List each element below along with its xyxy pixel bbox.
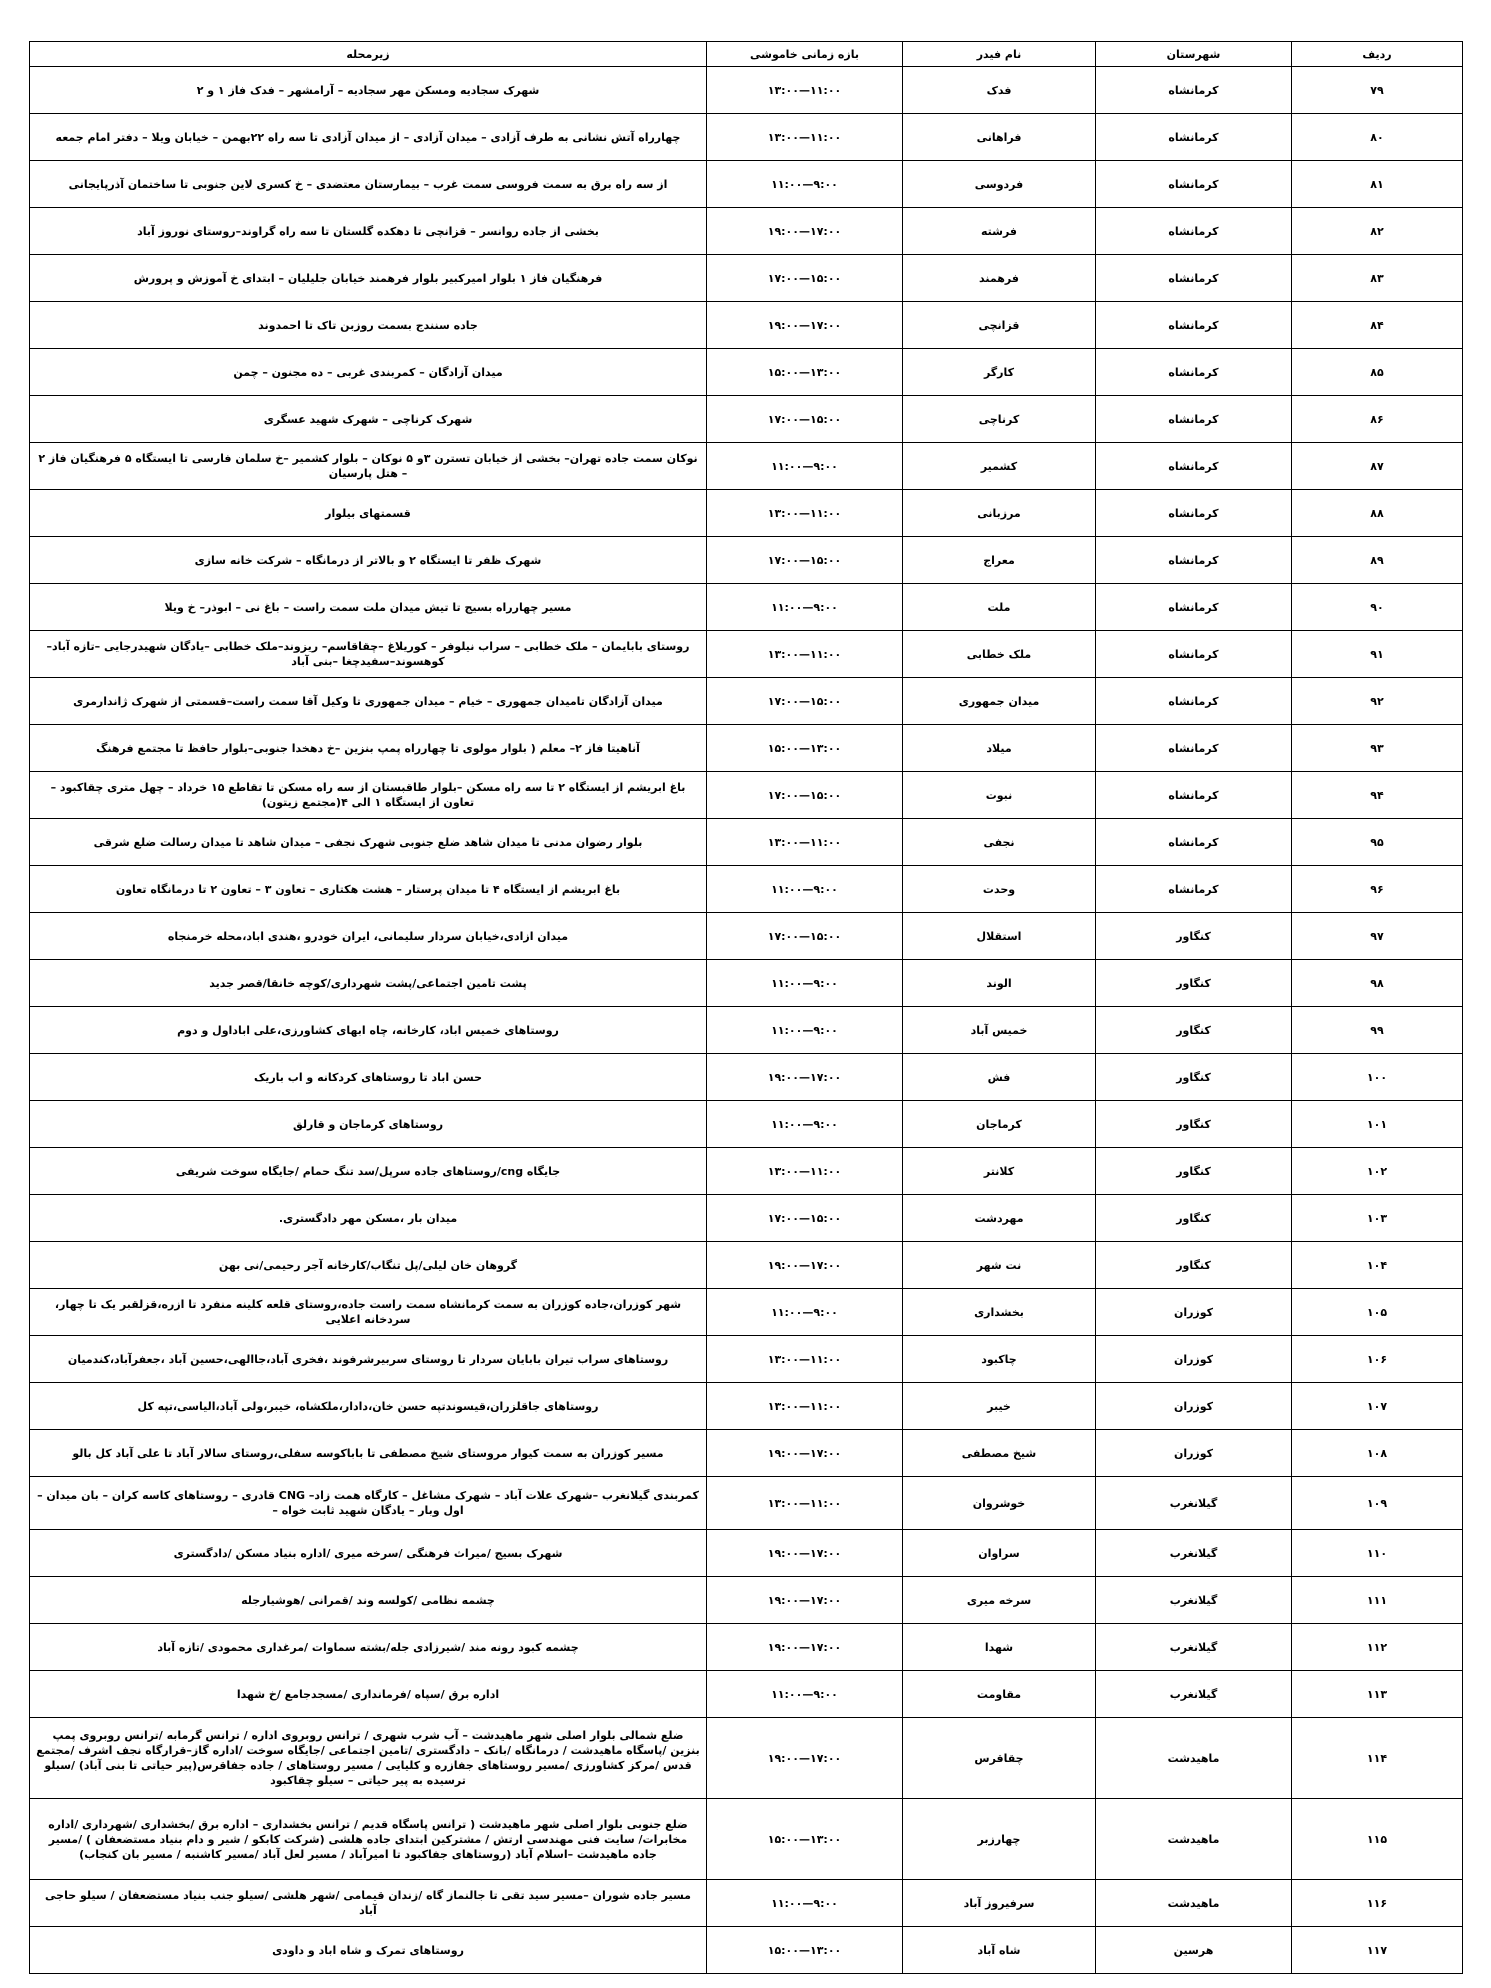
time-window-cell: ۹:۰۰—۱۱:۰۰	[707, 1101, 903, 1148]
area-cell: شهر کوزران،جاده کوزران به سمت کرمانشاه سمت راست جاده،روستای قلعه کلینه منفرد تا ازره،قزلقبر یک تا چهار، سردخانه اعلایی	[30, 1289, 707, 1336]
row-number-cell: ۸۱	[1292, 161, 1463, 208]
row-number-cell: ۸۶	[1292, 396, 1463, 443]
time-window-cell: ۱۷:۰۰—۱۹:۰۰	[707, 1530, 903, 1577]
city-cell: گیلانغرب	[1096, 1577, 1292, 1624]
city-cell: کرمانشاه	[1096, 631, 1292, 678]
feeder-name-cell: فرشته	[903, 208, 1096, 255]
area-cell: فرهنگیان فاز ۱ بلوار امیرکبیر بلوار فرهمند خیابان جلیلیان – ابتدای خ آموزش و پرورش	[30, 255, 707, 302]
city-cell: کنگاور	[1096, 913, 1292, 960]
table-row	[30, 349, 1463, 396]
row-number-cell: ۸۴	[1292, 302, 1463, 349]
feeder-name-cell: معراج	[903, 537, 1096, 584]
time-window-cell: ۹:۰۰—۱۱:۰۰	[707, 161, 903, 208]
row-number-cell: ۱۰۶	[1292, 1336, 1463, 1383]
area-cell: روستاهای جاقلزران،قیسوندتپه حسن خان،دادار،ملکشاه، خیبر،ولی آباد،الیاسی،تپه کل	[30, 1383, 707, 1430]
city-cell: کرمانشاه	[1096, 584, 1292, 631]
row-number-cell: ۱۰۳	[1292, 1195, 1463, 1242]
area-cell: پشت تامین اجتماعی/پشت شهرداری/کوچه خانقا/قصر جدید	[30, 960, 707, 1007]
feeder-name-cell: کشمیر	[903, 443, 1096, 490]
header-city: شهرستان	[1096, 42, 1292, 67]
time-window-cell: ۱۱:۰۰—۱۳:۰۰	[707, 114, 903, 161]
area-cell: روستای بابایمان – ملک خطابی – سراب نیلوفر – کوریلاغ –چقاقاسم– ریزوند–ملک خطابی –یادگان شهیدرجایی –تازه آباد– کوهسوند–سفیدچغا –بنی آباد	[30, 631, 707, 678]
table-row	[30, 114, 1463, 161]
row-number-cell: ۱۱۳	[1292, 1671, 1463, 1718]
city-cell: کرمانشاه	[1096, 114, 1292, 161]
area-cell: شهرک بسیج /میراث فرهنگی /سرخه میری /اداره بنیاد مسکن /دادگستری	[30, 1530, 707, 1577]
city-cell: گیلانغرب	[1096, 1624, 1292, 1671]
feeder-name-cell: کلانتر	[903, 1148, 1096, 1195]
table-row	[30, 1530, 1463, 1577]
feeder-name-cell: چاکبود	[903, 1336, 1096, 1383]
row-number-cell: ۱۰۸	[1292, 1430, 1463, 1477]
feeder-name-cell: خمیس آباد	[903, 1007, 1096, 1054]
table-row	[30, 490, 1463, 537]
city-cell: کنگاور	[1096, 1101, 1292, 1148]
area-cell: جایگاه cng/روستاهای جاده سرپل/سد تنگ حمام /جایگاه سوخت شریفی	[30, 1148, 707, 1195]
area-cell: ضلع جنوبی بلوار اصلی شهر ماهیدشت ( ترانس پاسگاه قدیم / ترانس بخشداری – اداره برق /بخشداری /شهرداری /اداره مخابرات/ سایت فنی مهندسی ارتش / مشترکین ابتدای جاده هلشی (شرکت کابکو / شیر و دام بنیاد مستضعفان ) /مسیر جاده ماهیدشت –اسلام آباد (روستاهای جفاکبود تا امیرآباد / مسیر لعل آباد /مسیر کاشنبه / مسیر بان کنجاب)	[30, 1799, 707, 1880]
city-cell: کوزران	[1096, 1430, 1292, 1477]
row-number-cell: ۸۰	[1292, 114, 1463, 161]
city-cell: کرمانشاه	[1096, 443, 1292, 490]
time-window-cell: ۹:۰۰—۱۱:۰۰	[707, 1289, 903, 1336]
feeder-name-cell: میلاد	[903, 725, 1096, 772]
time-window-cell: ۱۵:۰۰—۱۷:۰۰	[707, 255, 903, 302]
row-number-cell: ۱۱۴	[1292, 1718, 1463, 1799]
row-number-cell: ۹۷	[1292, 913, 1463, 960]
feeder-name-cell: خیبر	[903, 1383, 1096, 1430]
table-row	[30, 67, 1463, 114]
table-row	[30, 1430, 1463, 1477]
area-cell: مسیر کوزران به سمت کیوار مروستای شیخ مصطفی تا باباکوسه سفلی،روستای سالار آباد تا علی آباد کل بالو	[30, 1430, 707, 1477]
city-cell: ماهیدشت	[1096, 1880, 1292, 1927]
row-number-cell: ۸۷	[1292, 443, 1463, 490]
area-cell: کمربندی گیلانغرب –شهرک علات آباد – شهرک مشاغل – کارگاه همت زاد– CNG قادری – روستاهای کاسه کران – بان میدان – اول وبار – یادگان شهید ثابت خواه –	[30, 1477, 707, 1530]
feeder-name-cell: خوشروان	[903, 1477, 1096, 1530]
city-cell: هرسین	[1096, 1927, 1292, 1974]
city-cell: کنگاور	[1096, 1007, 1292, 1054]
feeder-name-cell: نجفی	[903, 819, 1096, 866]
time-window-cell: ۹:۰۰—۱۱:۰۰	[707, 866, 903, 913]
time-window-cell: ۱۱:۰۰—۱۳:۰۰	[707, 490, 903, 537]
feeder-name-cell: الوند	[903, 960, 1096, 1007]
city-cell: کرمانشاه	[1096, 161, 1292, 208]
feeder-name-cell: میدان جمهوری	[903, 678, 1096, 725]
row-number-cell: ۹۴	[1292, 772, 1463, 819]
table-row	[30, 537, 1463, 584]
time-window-cell: ۱۷:۰۰—۱۹:۰۰	[707, 1624, 903, 1671]
time-window-cell: ۹:۰۰—۱۱:۰۰	[707, 1007, 903, 1054]
row-number-cell: ۱۰۲	[1292, 1148, 1463, 1195]
area-cell: آناهیتا فاز ۲– معلم ( بلوار مولوی تا چهارراه پمپ بنزین –خ دهخدا جنوبی–بلوار حافظ تا مجتمع فرهنگ	[30, 725, 707, 772]
area-cell: میدان بار ،مسکن مهر دادگستری.	[30, 1195, 707, 1242]
table-row	[30, 255, 1463, 302]
time-window-cell: ۱۵:۰۰—۱۷:۰۰	[707, 913, 903, 960]
area-cell: میدان ازادی،خیابان سردار سلیمانی، ایران خودرو ،هندی اباد،محله خرمنجاه	[30, 913, 707, 960]
time-window-cell: ۱۳:۰۰—۱۵:۰۰	[707, 349, 903, 396]
table-row	[30, 1007, 1463, 1054]
time-window-cell: ۹:۰۰—۱۱:۰۰	[707, 584, 903, 631]
time-window-cell: ۱۷:۰۰—۱۹:۰۰	[707, 1718, 903, 1799]
city-cell: کنگاور	[1096, 1195, 1292, 1242]
city-cell: گیلانغرب	[1096, 1530, 1292, 1577]
row-number-cell: ۱۱۲	[1292, 1624, 1463, 1671]
row-number-cell: ۱۰۰	[1292, 1054, 1463, 1101]
feeder-name-cell: فش	[903, 1054, 1096, 1101]
area-cell: شهرک کرناچی – شهرک شهید عسگری	[30, 396, 707, 443]
feeder-name-cell: استقلال	[903, 913, 1096, 960]
time-window-cell: ۱۷:۰۰—۱۹:۰۰	[707, 1430, 903, 1477]
table-row	[30, 1148, 1463, 1195]
area-cell: باغ ابریشم از ایستگاه ۲ تا سه راه مسکن –بلوار طاقبستان از سه راه مسکن تا تقاطع ۱۵ خرداد – چهل متری چقاکبود –تعاون از ایستگاه ۱ الی ۴(مجتمع زیتون)	[30, 772, 707, 819]
table-row	[30, 1383, 1463, 1430]
city-cell: کرمانشاه	[1096, 537, 1292, 584]
table-row	[30, 208, 1463, 255]
table-row	[30, 396, 1463, 443]
area-cell: شهرک سجادیه ومسکن مهر سجادیه – آرامشهر – فدک فاز ۱ و ۲	[30, 67, 707, 114]
feeder-name-cell: ملک خطابی	[903, 631, 1096, 678]
city-cell: کرمانشاه	[1096, 255, 1292, 302]
area-cell: ضلع شمالی بلوار اصلی شهر ماهیدشت – آب شرب شهری / ترانس روبروی اداره / ترانس گرمابه /ترانس روبروی پمپ بنزین /پاسگاه ماهیدشت / درمانگاه /بانک – دادگستری /تامین اجتماعی /جایگاه سوخت /اداره گاز–قرارگاه نجف اشرف /مجتمع قدس /مرکز کشاورزی /مسیر روستاهای جفازره و کلیایی / مسیر روستاهای / جاده جفاقرس(پیر حیاتی تا بنی آباد) /سیلو ترسیده به پیر حیاتی – سیلو چقاکبود	[30, 1718, 707, 1799]
time-window-cell: ۱۳:۰۰—۱۵:۰۰	[707, 1927, 903, 1974]
row-number-cell: ۱۱۱	[1292, 1577, 1463, 1624]
area-cell: نوکان سمت جاده تهران– بخشی از خیابان تسترن ۳و ۵ نوکان – بلوار کشمیر –خ سلمان فارسی تا ایستگاه ۵ فرهنگیان فاز ۲ – هتل پارسیان	[30, 443, 707, 490]
header-time-window: بازه زمانی خاموشی	[707, 42, 903, 67]
table-row	[30, 1101, 1463, 1148]
row-number-cell: ۹۰	[1292, 584, 1463, 631]
area-cell: بلوار رضوان مدنی تا میدان شاهد ضلع جنوبی شهرک نجفی – میدان شاهد تا میدان رسالت ضلع شرقی	[30, 819, 707, 866]
city-cell: کرمانشاه	[1096, 725, 1292, 772]
time-window-cell: ۱۱:۰۰—۱۳:۰۰	[707, 1148, 903, 1195]
time-window-cell: ۱۵:۰۰—۱۷:۰۰	[707, 396, 903, 443]
city-cell: کنگاور	[1096, 1054, 1292, 1101]
city-cell: کوزران	[1096, 1336, 1292, 1383]
time-window-cell: ۱۱:۰۰—۱۳:۰۰	[707, 631, 903, 678]
area-cell: مسیر جاده شوران –مسیر سید تقی تا جالنماز گاه /زندان قیمامی /شهر هلشی /سیلو جنب بنیاد مستضعفان / سیلو حاجی آباد	[30, 1880, 707, 1927]
header-row-number: ردیف	[1292, 42, 1463, 67]
area-cell: روستاهای خمیس اباد، کارخانه، چاه ابهای کشاورزی،علی اباداول و دوم	[30, 1007, 707, 1054]
area-cell: قسمتهای بیلوار	[30, 490, 707, 537]
row-number-cell: ۱۱۷	[1292, 1927, 1463, 1974]
header-feeder: نام فیدر	[903, 42, 1096, 67]
row-number-cell: ۹۹	[1292, 1007, 1463, 1054]
table-row	[30, 1671, 1463, 1718]
time-window-cell: ۱۵:۰۰—۱۷:۰۰	[707, 537, 903, 584]
feeder-name-cell: فرهمند	[903, 255, 1096, 302]
table-row	[30, 960, 1463, 1007]
table-row	[30, 1195, 1463, 1242]
area-cell: روستاهای تمرک و شاه اباد و داودی	[30, 1927, 707, 1974]
feeder-name-cell: سرخه میری	[903, 1577, 1096, 1624]
time-window-cell: ۱۳:۰۰—۱۵:۰۰	[707, 1799, 903, 1880]
row-number-cell: ۹۵	[1292, 819, 1463, 866]
city-cell: کرمانشاه	[1096, 349, 1292, 396]
area-cell: گروهان خان لیلی/پل تنگاب/کارخانه آجر رحیمی/نی بهن	[30, 1242, 707, 1289]
area-cell: اداره برق /سپاه /فرمانداری /مسجدجامع /خ شهدا	[30, 1671, 707, 1718]
time-window-cell: ۹:۰۰—۱۱:۰۰	[707, 1671, 903, 1718]
feeder-name-cell: سرفیروز آباد	[903, 1880, 1096, 1927]
feeder-name-cell: کارگر	[903, 349, 1096, 396]
feeder-name-cell: ملت	[903, 584, 1096, 631]
header-area: زیرمحله	[30, 42, 707, 67]
feeder-name-cell: مقاومت	[903, 1671, 1096, 1718]
table-header-row	[30, 42, 1463, 67]
table-row	[30, 1336, 1463, 1383]
table-row	[30, 1477, 1463, 1530]
time-window-cell: ۱۳:۰۰—۱۵:۰۰	[707, 725, 903, 772]
row-number-cell: ۹۶	[1292, 866, 1463, 913]
row-number-cell: ۹۱	[1292, 631, 1463, 678]
feeder-name-cell: نبوت	[903, 772, 1096, 819]
row-number-cell: ۸۹	[1292, 537, 1463, 584]
table-row	[30, 913, 1463, 960]
outage-schedule-table	[29, 41, 1463, 1974]
table-row	[30, 1718, 1463, 1799]
table-row	[30, 1799, 1463, 1880]
time-window-cell: ۱۷:۰۰—۱۹:۰۰	[707, 1054, 903, 1101]
feeder-name-cell: چهارزبر	[903, 1799, 1096, 1880]
feeder-name-cell: شهدا	[903, 1624, 1096, 1671]
city-cell: گیلانغرب	[1096, 1671, 1292, 1718]
feeder-name-cell: مرزبانی	[903, 490, 1096, 537]
area-cell: جاده سنندج بسمت روزبن تاک تا احمدوند	[30, 302, 707, 349]
city-cell: کنگاور	[1096, 1242, 1292, 1289]
city-cell: کنگاور	[1096, 960, 1292, 1007]
row-number-cell: ۱۱۵	[1292, 1799, 1463, 1880]
table-row	[30, 1054, 1463, 1101]
city-cell: ماهیدشت	[1096, 1718, 1292, 1799]
area-cell: حسن اباد تا روستاهای کردکانه و اب باریک	[30, 1054, 707, 1101]
table-row	[30, 302, 1463, 349]
table-body	[30, 67, 1463, 1974]
table-row	[30, 631, 1463, 678]
time-window-cell: ۱۷:۰۰—۱۹:۰۰	[707, 208, 903, 255]
table-row	[30, 161, 1463, 208]
schedule-page	[30, 41, 1463, 1974]
feeder-name-cell: چقاقرس	[903, 1718, 1096, 1799]
row-number-cell: ۸۲	[1292, 208, 1463, 255]
city-cell: کوزران	[1096, 1289, 1292, 1336]
area-cell: روستاهای کرماجان و قارلق	[30, 1101, 707, 1148]
time-window-cell: ۱۷:۰۰—۱۹:۰۰	[707, 1577, 903, 1624]
time-window-cell: ۹:۰۰—۱۱:۰۰	[707, 960, 903, 1007]
row-number-cell: ۹۳	[1292, 725, 1463, 772]
feeder-name-cell: فردوسی	[903, 161, 1096, 208]
table-row	[30, 443, 1463, 490]
area-cell: میدان آزادگان – کمربندی غربی – ده مجنون – چمن	[30, 349, 707, 396]
time-window-cell: ۱۷:۰۰—۱۹:۰۰	[707, 1242, 903, 1289]
row-number-cell: ۹۲	[1292, 678, 1463, 725]
area-cell: بخشی از جاده روانسر – قزانچی تا دهکده گلستان تا سه راه گراوند–روستای نوروز آباد	[30, 208, 707, 255]
feeder-name-cell: شیخ مصطفی	[903, 1430, 1096, 1477]
city-cell: کنگاور	[1096, 1148, 1292, 1195]
table-row	[30, 1289, 1463, 1336]
row-number-cell: ۱۱۰	[1292, 1530, 1463, 1577]
row-number-cell: ۱۰۹	[1292, 1477, 1463, 1530]
feeder-name-cell: بخشداری	[903, 1289, 1096, 1336]
city-cell: کرمانشاه	[1096, 396, 1292, 443]
city-cell: کرمانشاه	[1096, 866, 1292, 913]
table-row	[30, 819, 1463, 866]
table-row	[30, 1242, 1463, 1289]
row-number-cell: ۱۰۷	[1292, 1383, 1463, 1430]
city-cell: کرمانشاه	[1096, 819, 1292, 866]
time-window-cell: ۱۱:۰۰—۱۳:۰۰	[707, 819, 903, 866]
time-window-cell: ۱۱:۰۰—۱۳:۰۰	[707, 67, 903, 114]
city-cell: ماهیدشت	[1096, 1799, 1292, 1880]
feeder-name-cell: وحدت	[903, 866, 1096, 913]
table-row	[30, 1927, 1463, 1974]
feeder-name-cell: نت شهر	[903, 1242, 1096, 1289]
time-window-cell: ۱۵:۰۰—۱۷:۰۰	[707, 1195, 903, 1242]
row-number-cell: ۸۸	[1292, 490, 1463, 537]
feeder-name-cell: فدک	[903, 67, 1096, 114]
feeder-name-cell: سراوان	[903, 1530, 1096, 1577]
time-window-cell: ۱۱:۰۰—۱۳:۰۰	[707, 1336, 903, 1383]
table-row	[30, 772, 1463, 819]
time-window-cell: ۱۱:۰۰—۱۳:۰۰	[707, 1383, 903, 1430]
city-cell: کرمانشاه	[1096, 208, 1292, 255]
time-window-cell: ۱۵:۰۰—۱۷:۰۰	[707, 678, 903, 725]
row-number-cell: ۱۰۴	[1292, 1242, 1463, 1289]
table-row	[30, 725, 1463, 772]
table-row	[30, 1880, 1463, 1927]
time-window-cell: ۱۱:۰۰—۱۳:۰۰	[707, 1477, 903, 1530]
row-number-cell: ۱۱۶	[1292, 1880, 1463, 1927]
city-cell: کرمانشاه	[1096, 678, 1292, 725]
city-cell: گیلانغرب	[1096, 1477, 1292, 1530]
table-row	[30, 584, 1463, 631]
area-cell: مسیر چهارراه بسیج تا تیش میدان ملت سمت راست – باغ نی – ابوذر– خ ویلا	[30, 584, 707, 631]
area-cell: از سه راه برق به سمت فروسی سمت غرب – بیمارستان معتضدی – خ کسری لاین جنوبی تا ساختمان آذرپایجانی	[30, 161, 707, 208]
city-cell: کرمانشاه	[1096, 67, 1292, 114]
table-row	[30, 1577, 1463, 1624]
time-window-cell: ۱۷:۰۰—۱۹:۰۰	[707, 302, 903, 349]
row-number-cell: ۹۸	[1292, 960, 1463, 1007]
feeder-name-cell: کرناچی	[903, 396, 1096, 443]
time-window-cell: ۹:۰۰—۱۱:۰۰	[707, 443, 903, 490]
area-cell: باغ ابریشم از ایستگاه ۴ تا میدان پرستار – هشت هکتاری – تعاون ۳ – تعاون ۲ تا درمانگاه تعاون	[30, 866, 707, 913]
area-cell: چشمه کبود رونه مند /شیرزادی جله/بشته سماوات /مرغداری محمودی /تازه آباد	[30, 1624, 707, 1671]
area-cell: چشمه نظامی /کولسه وند /قمرانی /هوشیارجله	[30, 1577, 707, 1624]
row-number-cell: ۱۰۱	[1292, 1101, 1463, 1148]
table-row	[30, 866, 1463, 913]
city-cell: کرمانشاه	[1096, 302, 1292, 349]
row-number-cell: ۸۳	[1292, 255, 1463, 302]
feeder-name-cell: فراهانی	[903, 114, 1096, 161]
feeder-name-cell: کرماجان	[903, 1101, 1096, 1148]
area-cell: چهارراه آتش نشانی به طرف آزادی – میدان آزادی – از میدان آزادی تا سه راه ۲۲بهمن – خیابان ویلا – دفتر امام جمعه	[30, 114, 707, 161]
area-cell: میدان آزادگان تامیدان جمهوری – خیام – میدان جمهوری تا وکیل آقا سمت راست–قسمتی از شهرک ژاندارمری	[30, 678, 707, 725]
area-cell: شهرک ظفر تا ایستگاه ۲ و بالاتر از درمانگاه – شرکت خانه سازی	[30, 537, 707, 584]
city-cell: کرمانشاه	[1096, 772, 1292, 819]
feeder-name-cell: قزانچی	[903, 302, 1096, 349]
city-cell: کرمانشاه	[1096, 490, 1292, 537]
table-row	[30, 1624, 1463, 1671]
feeder-name-cell: مهردشت	[903, 1195, 1096, 1242]
time-window-cell: ۱۵:۰۰—۱۷:۰۰	[707, 772, 903, 819]
row-number-cell: ۱۰۵	[1292, 1289, 1463, 1336]
table-row	[30, 678, 1463, 725]
time-window-cell: ۹:۰۰—۱۱:۰۰	[707, 1880, 903, 1927]
city-cell: کوزران	[1096, 1383, 1292, 1430]
feeder-name-cell: شاه آباد	[903, 1927, 1096, 1974]
row-number-cell: ۷۹	[1292, 67, 1463, 114]
area-cell: روستاهای سراب تیران بابایان سردار تا روستای سربیرشرفوند ،فخری آباد،جاالهی،حسین آباد ،جعفرآباد،کندمیان	[30, 1336, 707, 1383]
row-number-cell: ۸۵	[1292, 349, 1463, 396]
